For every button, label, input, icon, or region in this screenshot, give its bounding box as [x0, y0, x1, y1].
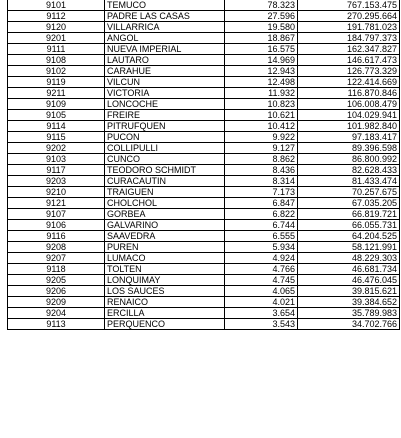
- population-cell: 6.744: [225, 220, 298, 231]
- commune-name-cell: ANGOL: [105, 33, 225, 44]
- amount-cell: 82.628.433: [298, 165, 400, 176]
- commune-name-cell: TRAIGUEN: [105, 187, 225, 198]
- table-body: [8, 0, 400, 330]
- table-row: [8, 264, 400, 275]
- code-cell: 9115: [8, 132, 105, 143]
- population-cell: 3.654: [225, 308, 298, 319]
- code-cell: 9116: [8, 231, 105, 242]
- code-cell: 9113: [8, 319, 105, 330]
- amount-cell: 101.982.840: [298, 121, 400, 132]
- population-cell: 27.596: [225, 11, 298, 22]
- amount-cell: 81.433.474: [298, 176, 400, 187]
- population-cell: 6.822: [225, 209, 298, 220]
- code-cell: 9206: [8, 286, 105, 297]
- table-row: [8, 308, 400, 319]
- commune-name-cell: VILLARRICA: [105, 22, 225, 33]
- commune-name-cell: LONQUIMAY: [105, 275, 225, 286]
- commune-name-cell: PUCON: [105, 132, 225, 143]
- commune-name-cell: TEMUCO: [105, 0, 225, 11]
- table-row: [8, 77, 400, 88]
- population-cell: 19.580: [225, 22, 298, 33]
- code-cell: 9205: [8, 275, 105, 286]
- code-cell: 9117: [8, 165, 105, 176]
- population-cell: 10.823: [225, 99, 298, 110]
- commune-name-cell: PITRUFQUEN: [105, 121, 225, 132]
- population-cell: 3.543: [225, 319, 298, 330]
- population-cell: 4.021: [225, 297, 298, 308]
- table-row: [8, 187, 400, 198]
- table-row: [8, 242, 400, 253]
- population-cell: 5.934: [225, 242, 298, 253]
- code-cell: 9112: [8, 11, 105, 22]
- amount-cell: 122.414.669: [298, 77, 400, 88]
- code-cell: 9208: [8, 242, 105, 253]
- population-cell: 7.173: [225, 187, 298, 198]
- code-cell: 9108: [8, 55, 105, 66]
- population-cell: 16.575: [225, 44, 298, 55]
- population-cell: 12.943: [225, 66, 298, 77]
- population-cell: 6.555: [225, 231, 298, 242]
- commune-name-cell: VICTORIA: [105, 88, 225, 99]
- table-row: [8, 66, 400, 77]
- amount-cell: 126.773.329: [298, 66, 400, 77]
- commune-name-cell: LUMACO: [105, 253, 225, 264]
- population-cell: 10.621: [225, 110, 298, 121]
- amount-cell: 86.800.992: [298, 154, 400, 165]
- code-cell: 9119: [8, 77, 105, 88]
- population-cell: 8.436: [225, 165, 298, 176]
- table-row: [8, 176, 400, 187]
- commune-name-cell: PERQUENCO: [105, 319, 225, 330]
- amount-cell: 162.347.827: [298, 44, 400, 55]
- code-cell: 9202: [8, 143, 105, 154]
- population-cell: 14.969: [225, 55, 298, 66]
- amount-cell: 48.229.303: [298, 253, 400, 264]
- population-cell: 12.498: [225, 77, 298, 88]
- amount-cell: 270.295.664: [298, 11, 400, 22]
- code-cell: 9101: [8, 0, 105, 11]
- population-cell: 8.862: [225, 154, 298, 165]
- amount-cell: 89.396.598: [298, 143, 400, 154]
- table-row: [8, 33, 400, 44]
- amount-cell: 39.815.621: [298, 286, 400, 297]
- population-cell: 4.745: [225, 275, 298, 286]
- table-row: [8, 44, 400, 55]
- amount-cell: 46.681.734: [298, 264, 400, 275]
- commune-name-cell: GALVARINO: [105, 220, 225, 231]
- code-cell: 9120: [8, 22, 105, 33]
- code-cell: 9105: [8, 110, 105, 121]
- commune-name-cell: TOLTEN: [105, 264, 225, 275]
- code-cell: 9204: [8, 308, 105, 319]
- population-cell: 9.127: [225, 143, 298, 154]
- amount-cell: 46.476.045: [298, 275, 400, 286]
- table-row: [8, 110, 400, 121]
- code-cell: 9210: [8, 187, 105, 198]
- amount-cell: 191.781.023: [298, 22, 400, 33]
- table-row: [8, 11, 400, 22]
- commune-name-cell: ERCILLA: [105, 308, 225, 319]
- amount-cell: 64.204.525: [298, 231, 400, 242]
- code-cell: 9211: [8, 88, 105, 99]
- commune-name-cell: TEODORO SCHMIDT: [105, 165, 225, 176]
- commune-name-cell: SAAVEDRA: [105, 231, 225, 242]
- commune-name-cell: GORBEA: [105, 209, 225, 220]
- table-row: [8, 22, 400, 33]
- commune-name-cell: CUNCO: [105, 154, 225, 165]
- table-row: [8, 253, 400, 264]
- commune-name-cell: LOS SAUCES: [105, 286, 225, 297]
- commune-name-cell: COLLIPULLI: [105, 143, 225, 154]
- table-row: [8, 209, 400, 220]
- population-cell: 4.065: [225, 286, 298, 297]
- commune-name-cell: FREIRE: [105, 110, 225, 121]
- table-row: [8, 132, 400, 143]
- commune-name-cell: PUREN: [105, 242, 225, 253]
- code-cell: 9102: [8, 66, 105, 77]
- table-row: [8, 88, 400, 99]
- code-cell: 9209: [8, 297, 105, 308]
- amount-cell: 66.055.731: [298, 220, 400, 231]
- commune-name-cell: VILCUN: [105, 77, 225, 88]
- population-cell: 9.922: [225, 132, 298, 143]
- table-row: [8, 0, 400, 11]
- table-row: [8, 231, 400, 242]
- code-cell: 9203: [8, 176, 105, 187]
- table-row: [8, 319, 400, 330]
- commune-name-cell: LONCOCHE: [105, 99, 225, 110]
- table-row: [8, 275, 400, 286]
- amount-cell: 35.789.983: [298, 308, 400, 319]
- code-cell: 9121: [8, 198, 105, 209]
- table-row: [8, 198, 400, 209]
- population-cell: 11.932: [225, 88, 298, 99]
- table-row: [8, 286, 400, 297]
- commune-name-cell: CHOLCHOL: [105, 198, 225, 209]
- amount-cell: 146.617.473: [298, 55, 400, 66]
- commune-name-cell: RENAICO: [105, 297, 225, 308]
- code-cell: 9107: [8, 209, 105, 220]
- population-cell: 18.867: [225, 33, 298, 44]
- table-row: [8, 143, 400, 154]
- commune-table: [7, 0, 400, 330]
- population-cell: 4.924: [225, 253, 298, 264]
- amount-cell: 106.008.479: [298, 99, 400, 110]
- amount-cell: 58.121.991: [298, 242, 400, 253]
- table-row: [8, 220, 400, 231]
- code-cell: 9109: [8, 99, 105, 110]
- amount-cell: 39.384.652: [298, 297, 400, 308]
- amount-cell: 116.870.846: [298, 88, 400, 99]
- amount-cell: 34.702.766: [298, 319, 400, 330]
- code-cell: 9201: [8, 33, 105, 44]
- code-cell: 9118: [8, 264, 105, 275]
- table-row: [8, 165, 400, 176]
- commune-name-cell: PADRE LAS CASAS: [105, 11, 225, 22]
- amount-cell: 70.257.675: [298, 187, 400, 198]
- amount-cell: 66.819.721: [298, 209, 400, 220]
- code-cell: 9111: [8, 44, 105, 55]
- code-cell: 9103: [8, 154, 105, 165]
- amount-cell: 97.183.417: [298, 132, 400, 143]
- table-row: [8, 154, 400, 165]
- table-row: [8, 121, 400, 132]
- code-cell: 9207: [8, 253, 105, 264]
- population-cell: 6.847: [225, 198, 298, 209]
- table-row: [8, 99, 400, 110]
- population-cell: 8.314: [225, 176, 298, 187]
- amount-cell: 104.029.941: [298, 110, 400, 121]
- table-row: [8, 297, 400, 308]
- population-cell: 78.323: [225, 0, 298, 11]
- population-cell: 4.766: [225, 264, 298, 275]
- amount-cell: 67.035.205: [298, 198, 400, 209]
- table-row: [8, 55, 400, 66]
- commune-name-cell: LAUTARO: [105, 55, 225, 66]
- amount-cell: 184.797.373: [298, 33, 400, 44]
- amount-cell: 767.153.475: [298, 0, 400, 11]
- commune-name-cell: CURACAUTIN: [105, 176, 225, 187]
- code-cell: 9114: [8, 121, 105, 132]
- commune-name-cell: NUEVA IMPERIAL: [105, 44, 225, 55]
- population-cell: 10.412: [225, 121, 298, 132]
- commune-name-cell: CARAHUE: [105, 66, 225, 77]
- code-cell: 9106: [8, 220, 105, 231]
